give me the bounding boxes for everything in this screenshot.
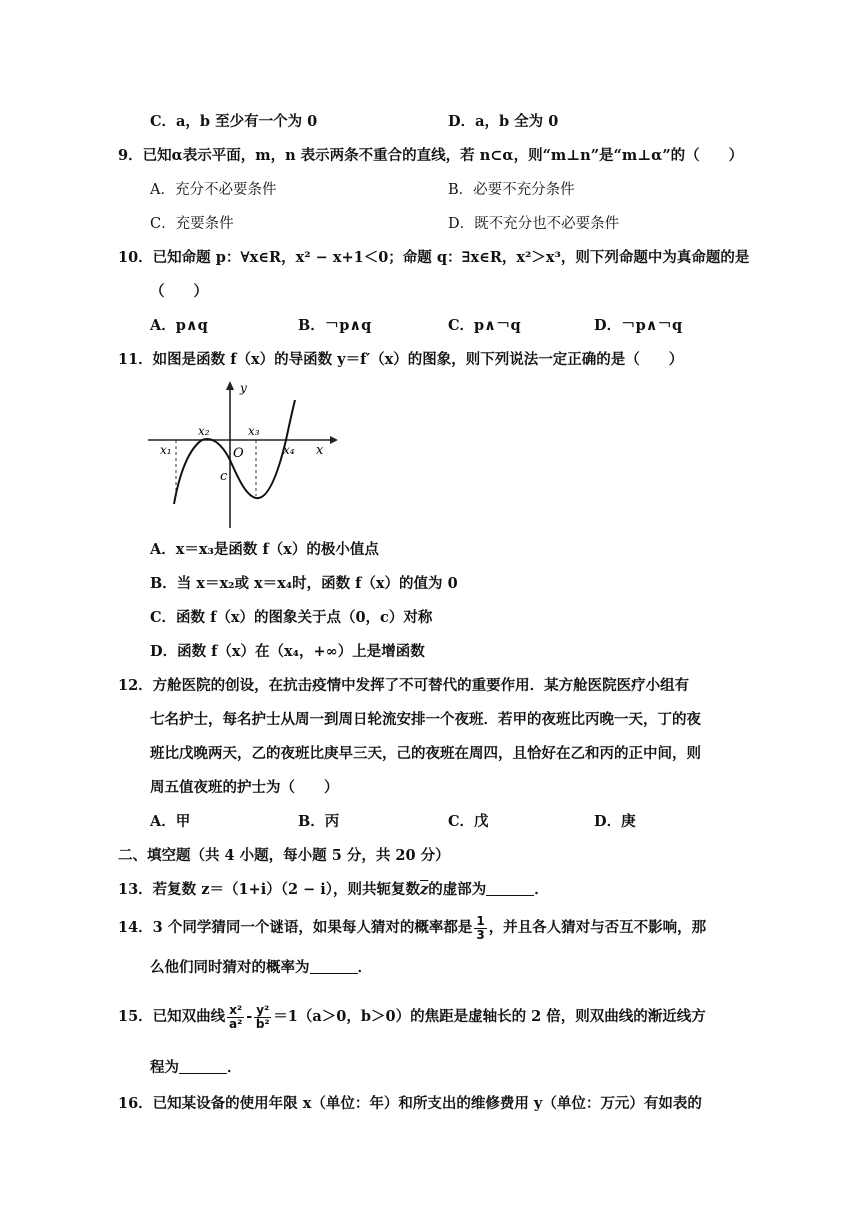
q12-line4: 周五值夜班的护士为（ ）	[150, 779, 339, 796]
q16-stem: 16．已知某设备的使用年限 x（单位：年）和所支出的维修费用 y（单位：万元）有如表的	[118, 1095, 702, 1112]
y-label: y	[240, 381, 247, 395]
q9-option-b: B．必要不充分条件	[448, 182, 575, 198]
q12-option-c: C．戊	[448, 813, 489, 830]
q15-f1-den: a²	[229, 1016, 243, 1031]
q15-f2-num: y²	[256, 1002, 270, 1017]
q14-frac-num: 1	[476, 913, 485, 928]
q15-line2-end: ．	[227, 1059, 242, 1076]
q12-option-b: B．丙	[298, 813, 340, 830]
q13-pre: 13．若复数 z＝（1+i）（2 − i），则共轭复数	[118, 881, 421, 898]
q10-option-c: C．p∧￢q	[448, 317, 521, 334]
q13-post: 的虚部为	[428, 881, 487, 898]
y-axis-arrow	[226, 381, 234, 390]
q10-option-d: D．￢p∧￢q	[594, 317, 683, 334]
x1-label: x₁	[160, 443, 172, 457]
q11-option-a: A．x＝x₃是函数 f（x）的极小值点	[150, 541, 379, 558]
q13-end: ．	[534, 881, 549, 898]
x-label: x	[316, 443, 324, 458]
c-label: c	[220, 469, 228, 484]
q8-option-c: C．a，b 至少有一个为 0	[150, 113, 318, 130]
origin-label: O	[233, 446, 244, 461]
q15-fraction-y	[254, 1004, 271, 1031]
q11-option-c: C．函数 f（x）的图象关于点（0，c）对称	[150, 609, 433, 626]
q15-fraction-x	[227, 1004, 244, 1031]
x4-label: x₄	[283, 443, 295, 457]
q14-line2	[150, 958, 372, 978]
q14-frac-den: 3	[476, 927, 485, 942]
q11-stem: 11．如图是函数 f（x）的导函数 y＝f′（x）的图象，则下列说法一定正确的是（ ）	[118, 351, 684, 368]
q9-option-c: C．充要条件	[150, 216, 234, 232]
x2-label: x₂	[198, 424, 210, 438]
q15-line2	[150, 1058, 242, 1078]
q10-option-a: A．p∧q	[150, 317, 208, 334]
q8-option-d: D．a，b 全为 0	[448, 113, 559, 130]
q15-f1-num: x²	[229, 1002, 243, 1017]
q14-pre: 14．3 个同学猜同一个谜语，如果每人猜对的概率都是	[118, 919, 473, 936]
q9-stem: 9．已知α表示平面，m，n 表示两条不重合的直线，若 n⊂α，则“m⊥n”是“m⊥α”的（ ）	[118, 147, 744, 164]
x3-label: x₃	[248, 424, 260, 438]
q15-minus: -	[246, 1008, 253, 1025]
q15-pre: 15．已知双曲线	[118, 1008, 226, 1025]
section-heading: 二、填空题（共 4 小题，每小题 5 分，共 20 分）	[118, 847, 450, 864]
q10-stem-line2: （ ）	[150, 283, 208, 300]
q12-line2: 七名护士，每名护士从周一到周日轮流安排一个夜班．若甲的夜班比丙晚一天，丁的夜	[150, 711, 701, 728]
q14-fraction	[474, 915, 486, 942]
q12-option-d: D．庚	[594, 813, 636, 830]
q15-line2-pre: 程为	[150, 1059, 179, 1076]
q14-line2-pre: 么他们同时猜对的概率为	[150, 959, 310, 976]
q15-line1	[118, 1000, 706, 1034]
q13-conjugate-z: $\overline{z}$	[420, 881, 429, 898]
q15-f2-den: b²	[255, 1016, 270, 1031]
q11-option-b: B．当 x＝x₂或 x＝x₄时，函数 f（x）的值为 0	[150, 575, 458, 592]
q10-stem-line1: 10．已知命题 p：∀x∈R，x² − x+1＜0；命题 q：∃x∈R，x²＞x³，则下列命题中为真命题的是	[118, 249, 750, 266]
q12-line3: 班比戊晚两天，乙的夜班比庚早三天，己的夜班在周四，且恰好在乙和丙的正中间，则	[150, 745, 701, 762]
q15-answer-blank	[179, 1059, 227, 1074]
q9-option-a: A．充分不必要条件	[150, 182, 277, 198]
x-axis-arrow	[330, 436, 338, 444]
q14-answer-blank	[310, 959, 358, 974]
q14-line1	[118, 914, 706, 942]
q12-option-a: A．甲	[150, 813, 191, 830]
q9-option-d: D．既不充分也不必要条件	[448, 216, 620, 232]
q13-line	[118, 880, 549, 900]
q12-line1: 12．方舱医院的创设，在抗击疫情中发挥了不可替代的重要作用．某方舱医院医疗小组有	[118, 677, 690, 694]
q10-option-b: B．￢p∧q	[298, 317, 372, 334]
q11-option-d: D．函数 f（x）在（x₄，+∞）上是增函数	[150, 643, 425, 660]
q15-post: ＝1（a＞0，b＞0）的焦距是虚轴长的 2 倍，则双曲线的渐近线方	[273, 1008, 706, 1025]
q13-answer-blank	[486, 881, 534, 896]
q14-post: ，并且各人猜对与否互不影响，那	[488, 919, 707, 936]
q14-line2-end: ．	[357, 959, 372, 976]
derivative-graph	[140, 378, 340, 530]
